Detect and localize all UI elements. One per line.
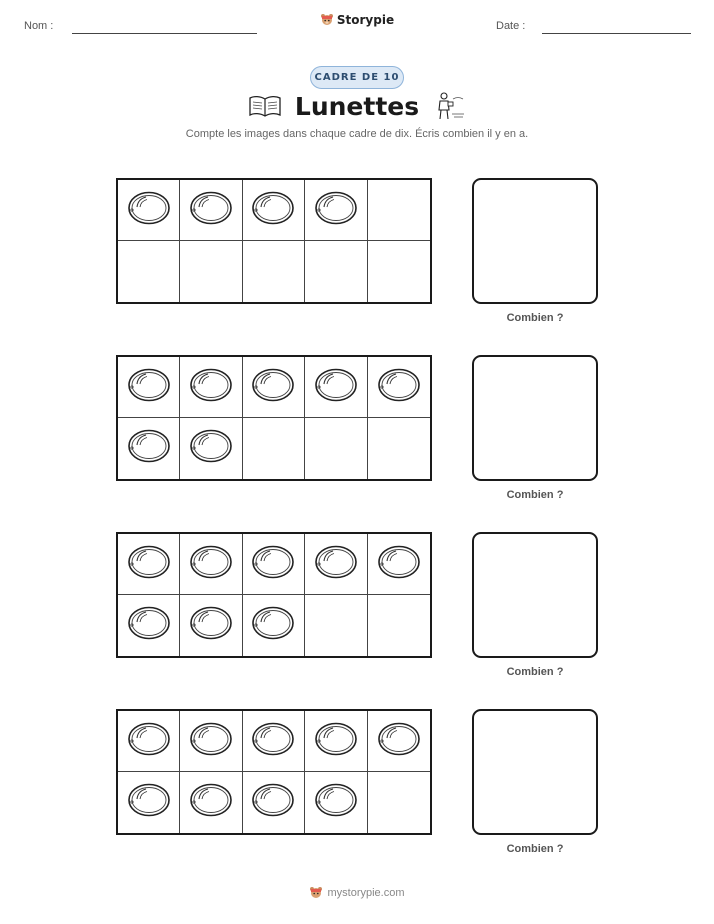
glasses-lens-icon	[314, 190, 358, 231]
answer-box-1[interactable]	[472, 178, 598, 304]
frame-cell	[368, 711, 430, 772]
reading-scene-icon	[433, 90, 465, 122]
frame-cell	[118, 534, 180, 595]
frame-cell	[180, 711, 242, 772]
date-label: Date :	[496, 20, 526, 32]
glasses-lens-icon	[189, 605, 233, 646]
glasses-lens-icon	[377, 721, 421, 762]
glasses-lens-icon	[189, 721, 233, 762]
glasses-lens-icon	[377, 367, 421, 408]
glasses-lens-icon	[251, 367, 295, 408]
frame-cell	[118, 180, 180, 241]
glasses-lens-icon	[251, 190, 295, 231]
glasses-lens-icon	[251, 605, 295, 646]
frame-cell	[305, 772, 367, 833]
instructions: Compte les images dans chaque cadre de dix. Écris combien il y en a.	[185, 128, 529, 140]
footer-url[interactable]: mystorypie.com	[327, 887, 405, 899]
footer	[0, 886, 714, 900]
glasses-lens-icon	[127, 428, 171, 469]
frame-cell	[305, 418, 367, 479]
frame-cell	[243, 595, 305, 656]
glasses-lens-icon	[127, 605, 171, 646]
frame-cell	[180, 357, 242, 418]
glasses-lens-icon	[127, 544, 171, 585]
bear-logo-icon	[320, 13, 334, 27]
frame-cell	[368, 772, 430, 833]
frame-cell	[118, 357, 180, 418]
frame-cell	[368, 357, 430, 418]
bear-logo-icon	[309, 886, 323, 900]
frame-cell	[180, 418, 242, 479]
glasses-lens-icon	[314, 782, 358, 823]
glasses-lens-icon	[251, 544, 295, 585]
frame-cell	[305, 180, 367, 241]
frame-cell	[243, 772, 305, 833]
frame-cell	[180, 180, 242, 241]
frame-cell	[180, 534, 242, 595]
frame-cell	[305, 595, 367, 656]
frame-cell	[243, 180, 305, 241]
frame-cell	[368, 595, 430, 656]
page-title: Lunettes	[294, 91, 420, 121]
answer-label-1: Combien ?	[506, 312, 564, 324]
glasses-lens-icon	[127, 190, 171, 231]
frame-cell	[118, 772, 180, 833]
frame-cell	[368, 241, 430, 302]
frame-cell	[118, 241, 180, 302]
ten-frame-1	[116, 178, 432, 304]
answer-label-2: Combien ?	[506, 489, 564, 501]
glasses-lens-icon	[127, 367, 171, 408]
ten-frame-4	[116, 709, 432, 835]
glasses-lens-icon	[377, 544, 421, 585]
answer-label-4: Combien ?	[506, 843, 564, 855]
answer-box-2[interactable]	[472, 355, 598, 481]
frame-cell	[118, 711, 180, 772]
frame-cell	[180, 595, 242, 656]
frame-cell	[305, 357, 367, 418]
glasses-lens-icon	[127, 782, 171, 823]
glasses-lens-icon	[189, 190, 233, 231]
frame-cell	[243, 418, 305, 479]
date-line[interactable]	[542, 33, 691, 34]
frame-cell	[180, 772, 242, 833]
frame-cell	[243, 357, 305, 418]
frame-cell	[118, 595, 180, 656]
glasses-lens-icon	[314, 721, 358, 762]
frame-cell	[305, 711, 367, 772]
brand-name: Storypie	[336, 13, 395, 27]
glasses-lens-icon	[189, 782, 233, 823]
glasses-lens-icon	[127, 721, 171, 762]
name-label: Nom :	[24, 20, 54, 32]
brand	[0, 13, 714, 27]
ten-frame-3	[116, 532, 432, 658]
frame-cell	[305, 241, 367, 302]
open-book-icon	[249, 95, 281, 117]
frame-cell	[180, 241, 242, 302]
title-row	[0, 90, 714, 122]
frame-cell	[243, 534, 305, 595]
glasses-lens-icon	[314, 544, 358, 585]
answer-label-3: Combien ?	[506, 666, 564, 678]
frame-cell	[368, 180, 430, 241]
glasses-lens-icon	[189, 428, 233, 469]
frame-cell	[243, 711, 305, 772]
frame-cell	[368, 418, 430, 479]
answer-box-4[interactable]	[472, 709, 598, 835]
worksheet-type-badge: CADRE DE 10	[310, 66, 404, 89]
glasses-lens-icon	[189, 367, 233, 408]
glasses-lens-icon	[189, 544, 233, 585]
glasses-lens-icon	[314, 367, 358, 408]
frame-cell	[368, 534, 430, 595]
ten-frame-2	[116, 355, 432, 481]
name-line[interactable]	[72, 33, 257, 34]
frame-cell	[305, 534, 367, 595]
glasses-lens-icon	[251, 721, 295, 762]
answer-box-3[interactable]	[472, 532, 598, 658]
frame-cell	[118, 418, 180, 479]
frame-cell	[243, 241, 305, 302]
glasses-lens-icon	[251, 782, 295, 823]
